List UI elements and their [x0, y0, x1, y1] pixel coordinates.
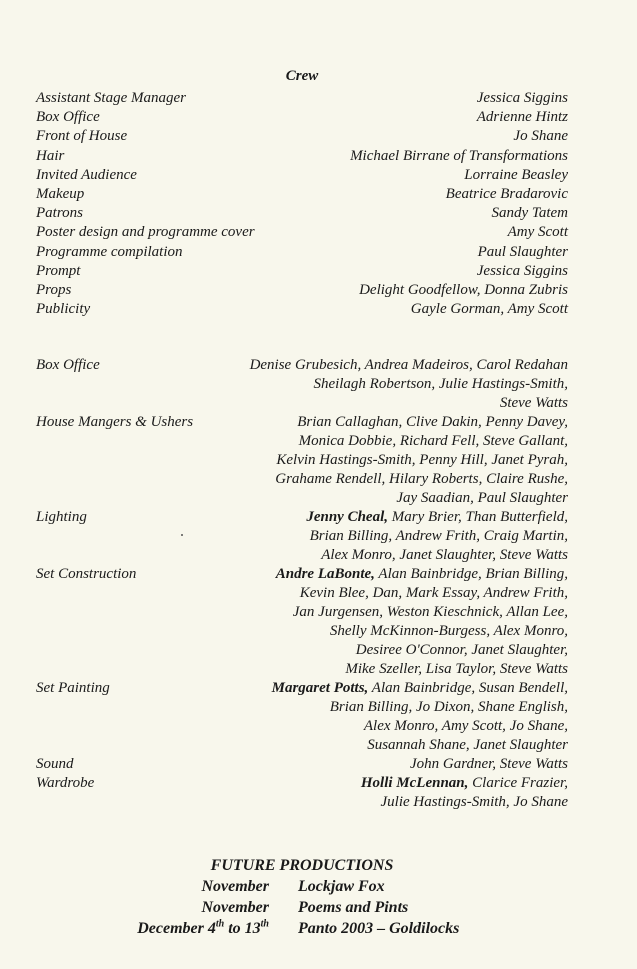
speck-mark [181, 534, 183, 536]
crew-people: Delight Goodfellow, Donna Zubris [359, 282, 568, 298]
volunteer-name-line [250, 375, 568, 394]
volunteer-names [276, 565, 568, 679]
crew-role: Front of House [36, 128, 128, 145]
crew-people: Jessica Siggins [476, 90, 568, 106]
production-title: Lockjaw Fox [298, 878, 385, 895]
crew-row [36, 204, 568, 223]
volunteer-name-line [276, 603, 568, 622]
volunteer-role: Set Painting [36, 680, 110, 696]
volunteer-name-line [272, 736, 568, 755]
production-date [201, 897, 269, 918]
crew-people: Jessica Siggins [476, 262, 568, 279]
volunteer-role: Wardrobe [36, 775, 95, 791]
team-lead-name: Holli McLennan, [360, 775, 469, 791]
crew-role: Prompt [36, 262, 81, 279]
volunteer-names-text: Susannah Shane, Janet Slaughter [367, 737, 568, 753]
team-lead-name: Jenny Cheal, [306, 509, 388, 525]
volunteer-names-text: Jay Saadian, Paul Slaughter [396, 490, 568, 506]
volunteer-role: Box Office [36, 357, 100, 373]
volunteer-names-text: Clarice Frazier, [468, 775, 568, 791]
volunteer-name-line [250, 356, 568, 375]
crew-role: Hair [36, 147, 65, 164]
crew-role: Poster design and programme cover [36, 224, 255, 241]
future-production-row [0, 876, 604, 897]
crew-people: Gayle Gorman, Amy Scott [410, 301, 568, 318]
crew-row [36, 300, 568, 319]
production-date-text: November [201, 878, 269, 895]
crew-role: Programme compilation [36, 243, 183, 260]
volunteer-name-line [275, 413, 568, 432]
volunteer-names-text: Denise Grubesich, Andrea Madeiros, Carol Redahan [249, 357, 568, 373]
volunteer-name-line [276, 565, 568, 584]
crew-row [36, 108, 568, 127]
volunteer-name-line [361, 774, 568, 793]
production-date-text: December 4 [137, 920, 216, 937]
volunteer-names-text: Brian Billing, Andrew Frith, Craig Martin, [309, 528, 568, 544]
volunteer-names [361, 774, 568, 812]
crew-people: Paul Slaughter [477, 243, 568, 260]
volunteer-name-line [272, 698, 568, 717]
volunteer-group [36, 413, 568, 508]
crew-row [36, 281, 568, 300]
volunteer-names [272, 679, 568, 755]
volunteer-names-text: Shelly McKinnon-Burgess, Alex Monro, [329, 623, 568, 639]
volunteer-names-text: Kevin Blee, Dan, Mark Essay, Andrew Frith, [299, 585, 568, 601]
volunteer-name-line [306, 527, 568, 546]
volunteer-name-line [250, 394, 568, 413]
volunteer-names [250, 356, 568, 413]
volunteer-names-text: Monica Dobbie, Richard Fell, Steve Gallant, [298, 433, 568, 449]
volunteer-names-text: Kelvin Hastings-Smith, Penny Hill, Janet Pyrah, [276, 452, 568, 468]
crew-people: Beatrice Bradarovic [445, 186, 568, 202]
volunteer-name-line [306, 546, 568, 565]
team-lead-name: Andre LaBonte, [275, 566, 375, 582]
volunteer-group [36, 565, 568, 679]
crew-role: Invited Audience [36, 166, 137, 183]
volunteer-name-line [276, 641, 568, 660]
volunteer-name-line [275, 432, 568, 451]
crew-role: Assistant Stage Manager [36, 90, 186, 106]
date-ordinal: th [215, 918, 225, 930]
volunteer-name-line [276, 660, 568, 679]
volunteer-names-text: Sheilagh Robertson, Julie Hastings-Smith, [313, 376, 568, 392]
volunteer-names [306, 508, 568, 565]
volunteer-names-text: Steve Watts [499, 395, 568, 411]
volunteer-group [36, 356, 568, 413]
volunteer-names-text: Grahame Rendell, Hilary Roberts, Claire Rushe, [275, 471, 568, 487]
volunteer-names-text: Jan Jurgensen, Weston Kieschnick, Allan Lee, [292, 604, 568, 620]
volunteer-names-text: Mike Szeller, Lisa Taylor, Steve Watts [345, 661, 568, 677]
crew-row [36, 166, 568, 185]
volunteer-name-line [275, 489, 568, 508]
volunteer-role: Sound [36, 756, 74, 772]
crew-row [36, 89, 568, 108]
crew-heading: Crew [285, 68, 319, 84]
volunteer-role: Set Construction [36, 566, 137, 582]
future-production-row [0, 918, 604, 939]
volunteer-name-line [272, 717, 568, 736]
crew-row [36, 127, 568, 146]
volunteer-names [410, 755, 568, 774]
volunteer-name-line [361, 793, 568, 812]
volunteer-name-line [276, 622, 568, 641]
crew-people: Jo Shane [513, 128, 568, 145]
crew-row [36, 223, 568, 242]
volunteer-role: Lighting [36, 509, 87, 525]
volunteer-role: House Mangers & Ushers [36, 414, 194, 430]
production-title: Panto 2003 – Goldilocks [298, 920, 460, 937]
crew-row [36, 147, 568, 166]
volunteer-names-text: Brian Callaghan, Clive Dakin, Penny Davey, [297, 414, 568, 430]
crew-people: Sandy Tatem [491, 205, 568, 222]
crew-role: Props [36, 282, 72, 298]
crew-people: Lorraine Beasley [464, 166, 568, 183]
crew-role: Publicity [36, 301, 91, 318]
team-lead-name: Margaret Potts, [271, 680, 369, 696]
volunteer-name-line [410, 755, 568, 774]
volunteer-names-text: Alan Bainbridge, Susan Bendell, [368, 680, 568, 696]
volunteer-names-text: Alex Monro, Amy Scott, Jo Shane, [363, 718, 568, 734]
crew-row [36, 262, 568, 281]
crew-people: Amy Scott [507, 224, 568, 241]
volunteer-name-line [275, 470, 568, 489]
crew-row [36, 185, 568, 204]
volunteer-names-text: Brian Billing, Jo Dixon, Shane English, [329, 699, 568, 715]
crew-role: Patrons [36, 205, 83, 222]
volunteer-names-text: Desiree O'Connor, Janet Slaughter, [355, 642, 568, 658]
date-range-text: to 13 [224, 920, 261, 937]
volunteer-group [36, 508, 568, 565]
volunteer-names-text: Alan Bainbridge, Brian Billing, [374, 566, 568, 582]
future-production-row [0, 897, 604, 918]
volunteer-name-line [276, 584, 568, 603]
future-productions [0, 856, 604, 939]
volunteer-name-line [272, 679, 568, 698]
volunteer-names-text: Mary Brier, Than Butterfield, [388, 509, 568, 525]
volunteer-names [275, 413, 568, 508]
crew-role: Makeup [36, 186, 85, 202]
volunteer-names-text: Alex Monro, Janet Slaughter, Steve Watts [321, 547, 568, 563]
volunteer-group [36, 679, 568, 755]
production-title: Poems and Pints [298, 899, 409, 916]
crew-people: Michael Birrane of Transformations [350, 147, 568, 164]
crew-row [36, 243, 568, 262]
crew-role: Box Office [36, 109, 100, 126]
date-ordinal: th [260, 918, 269, 930]
production-date [137, 918, 269, 939]
future-productions-title: FUTURE PRODUCTIONS [210, 857, 394, 874]
volunteer-name-line [275, 451, 568, 470]
production-date-text: November [201, 899, 269, 916]
production-date [201, 876, 269, 897]
volunteer-name-line [306, 508, 568, 527]
volunteer-names-text: Julie Hastings-Smith, Jo Shane [380, 794, 568, 810]
volunteer-group [36, 755, 568, 774]
volunteer-group [36, 774, 568, 812]
volunteer-names-text: John Gardner, Steve Watts [409, 756, 568, 772]
crew-people: Adrienne Hintz [476, 109, 568, 126]
